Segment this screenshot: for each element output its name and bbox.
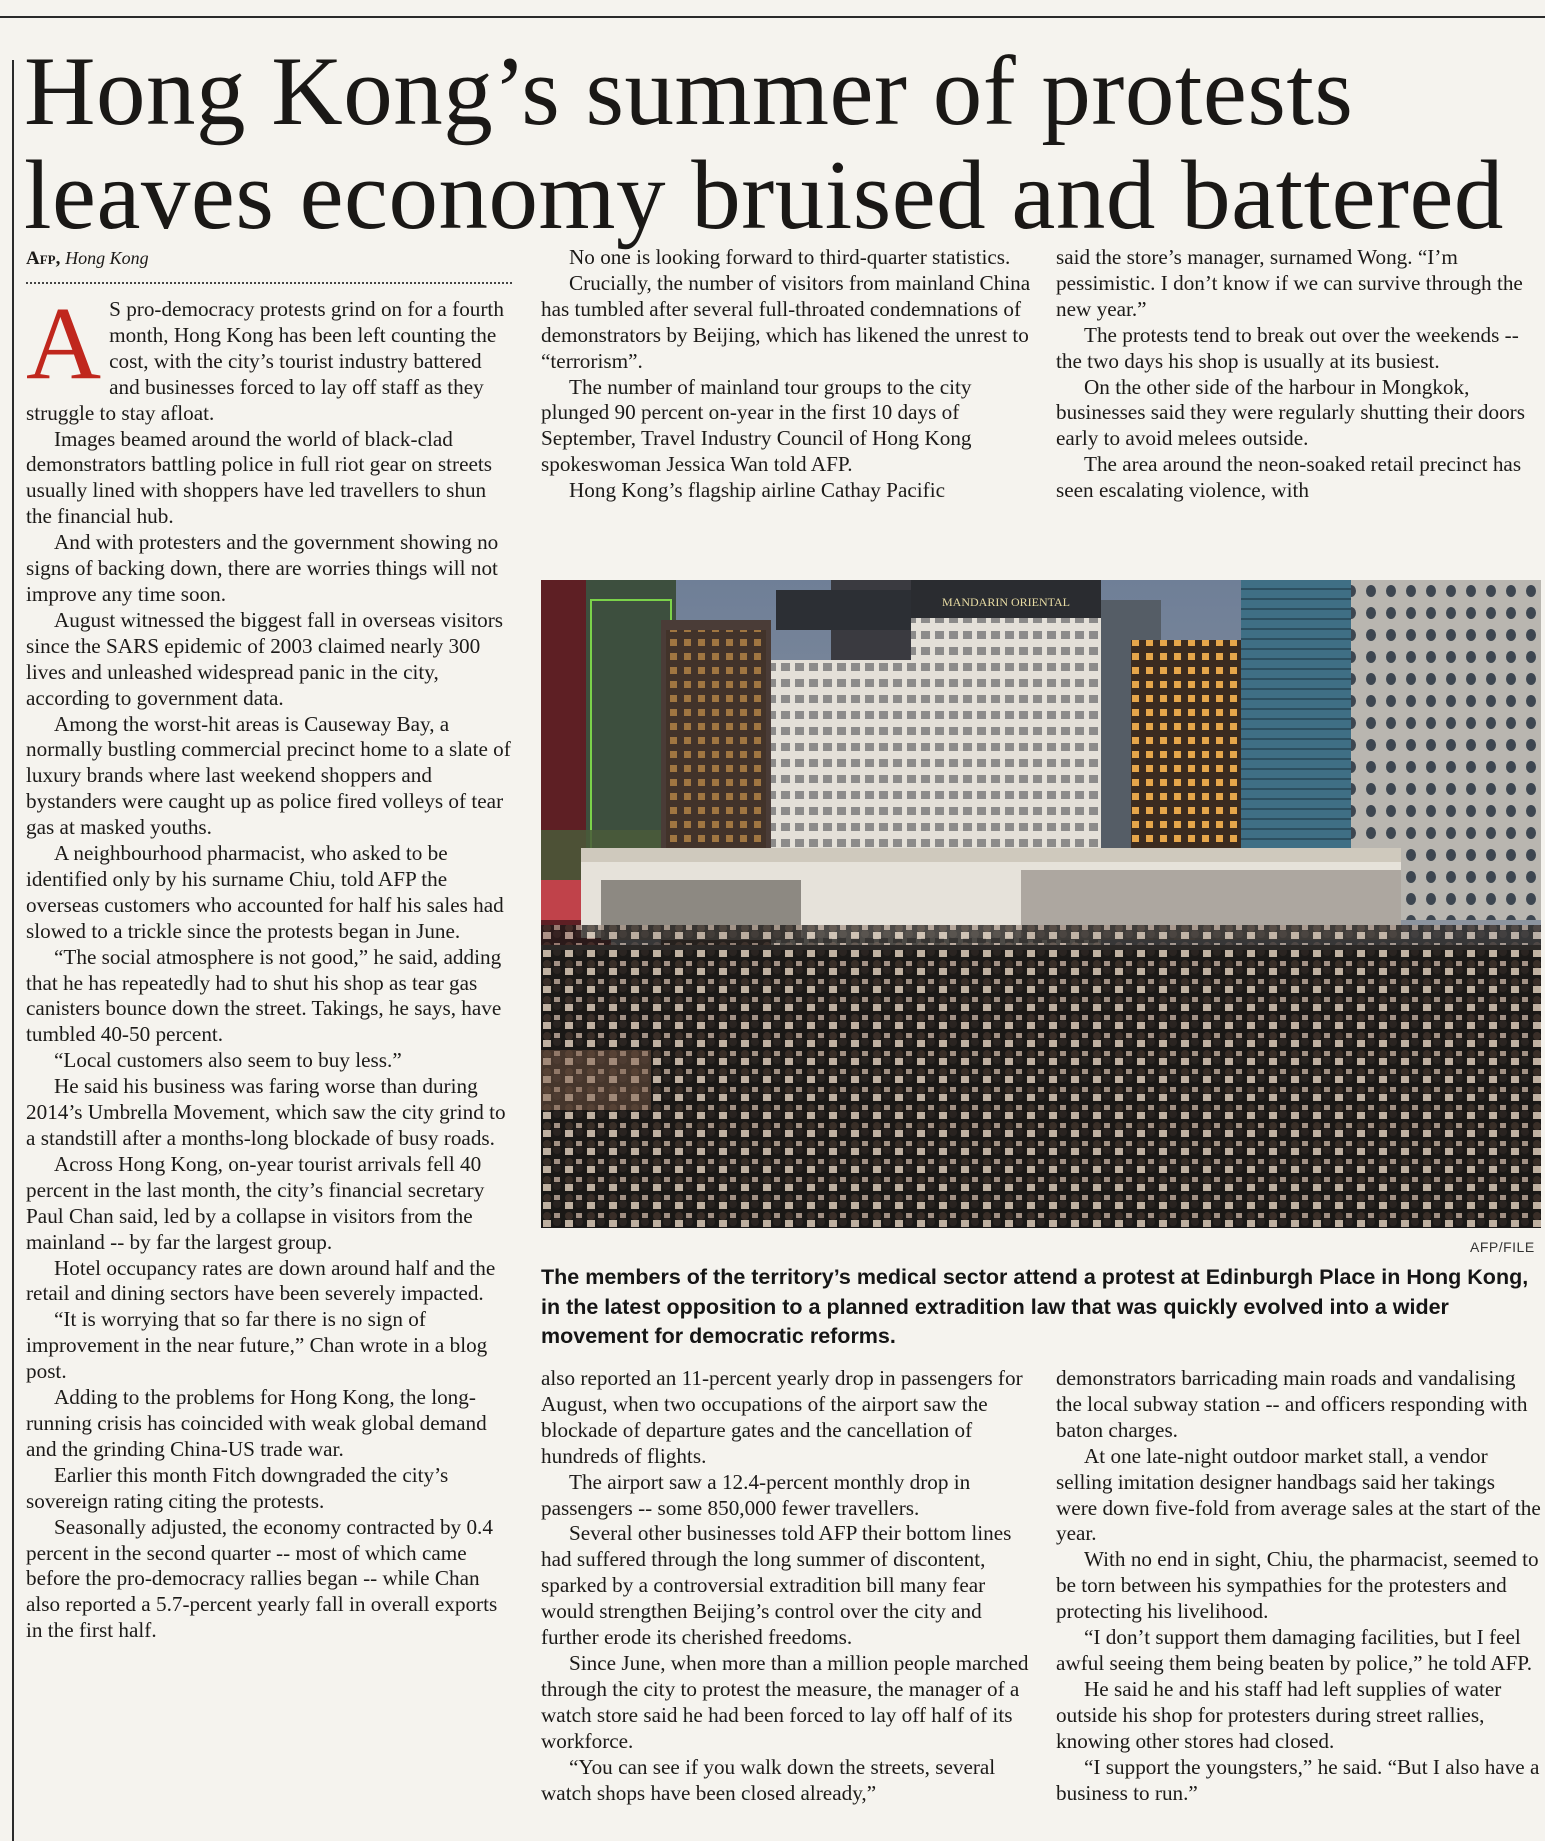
photo-caption: The members of the territory’s medical sector attend a protest at Edinburgh Place in Hong Kong, in the latest opposition to a planned extradition law that was quickly evolved into a wider movement for democratic reforms. (541, 1265, 1529, 1348)
paragraph: demonstrators barricading main roads and vandalising the local subway station -- and officers responding with baton charges. (1056, 1366, 1528, 1442)
paragraph: Hotel occupancy rates are down around half and the retail and dining sectors have been severely impacted. (26, 1255, 496, 1306)
paragraph: The airport saw a 12.4-percent monthly drop in passengers -- some 850,000 fewer travellers. (541, 1469, 971, 1520)
paragraph: Across Hong Kong, on-year tourist arrivals fell 40 percent in the last month, the city’s financial secretary Paul Chan said, led by a collapse in visitors from the mainland -- by far the largest group. (26, 1151, 485, 1254)
top-rule (0, 16, 1545, 18)
paragraph: August witnessed the biggest fall in overseas visitors since the SARS epidemic of 2003 claimed nearly 300 lives and unleashed widespread panic in the city, according to government data. (26, 607, 503, 710)
paragraph: At one late-night outdoor market stall, a vendor selling imitation designer handbags said her takings were down five-fold from average sales at the start of the year. (1056, 1443, 1541, 1546)
hotel-sign: MANDARIN ORIENTAL (941, 595, 1071, 609)
protest-photo (541, 580, 1541, 1228)
headline-line-2: leaves economy bruised and battered (24, 141, 1504, 250)
article-column-5 (1056, 1366, 1541, 1806)
paragraph: He said he and his staff had left supplies of water outside his shop for protesters during street rallies, knowing other stores had closed. (1056, 1676, 1502, 1753)
paragraph: said the store’s manager, surnamed Wong. “I’m pessimistic. I don’t know if we can survive through the new year.” (1056, 245, 1523, 321)
paragraph: The protests tend to break out over the weekends -- the two days his shop is usually at its busiest. (1056, 322, 1519, 373)
paragraph: On the other side of the harbour in Mongkok, businesses said they were regularly shutting their doors early to avoid melees outside. (1056, 374, 1525, 451)
headline-line-1: Hong Kong’s summer of protests (24, 37, 1354, 146)
paragraph: And with protesters and the government showing no signs of backing down, there are worries things will not improve any time soon. (26, 530, 499, 606)
paragraph: He said his business was faring worse than during 2014’s Umbrella Movement, which saw the city grind to a standstill after a months-long blockade of busy roads. (26, 1074, 506, 1150)
article-column-3 (1056, 245, 1541, 504)
paragraph: Adding to the problems for Hong Kong, the long-running crisis has coincided with weak global demand and the grinding China-US trade war. (26, 1385, 487, 1461)
paragraph: Seasonally adjusted, the economy contracted by 0.4 percent in the second quarter -- most of which came before the pro-democracy rallies began -- while Chan also reported a 5.7-percent yearly fall in overall exports in the first half. (26, 1514, 498, 1643)
paragraph: No one is looking forward to third-quarter statistics. (569, 245, 1011, 269)
article-column-2 (541, 245, 1031, 504)
paragraph: “Local customers also seem to buy less.” (54, 1048, 402, 1073)
paragraph: Several other businesses told AFP their bottom lines had suffered through the long summer of discontent, sparked by a controversial extradition bill many fear would strengthen Beijing’s control over the city and further erode its cherished freedoms. (541, 1521, 1012, 1650)
headline (24, 37, 1539, 250)
paragraph: also reported an 11-percent yearly drop in passengers for August, when two occupations of the airport saw the blockade of departure gates and the cancellation of hundreds of flights. (541, 1366, 1023, 1468)
left-rule (12, 60, 14, 1841)
paragraph: The area around the neon-soaked retail precinct has seen escalating violence, with (1056, 452, 1522, 503)
byline-dotted-rule (26, 282, 512, 284)
paragraph: “I support the youngsters,” he said. “But I also have a business to run.” (1056, 1754, 1540, 1805)
byline-agency: Afp, (26, 248, 61, 269)
paragraph: S pro-democracy protests grind on for a fourth month, Hong Kong has been left counting the cost, with the city’s tourist industry battered and businesses forced to lay off staff as they struggle to stay afloat. (26, 297, 504, 425)
drop-cap: A (26, 286, 102, 401)
article-column-4 (541, 1366, 1031, 1806)
paragraph: A neighbourhood pharmacist, who asked to be identified only by his surname Chiu, told AFP the overseas customers who accounted for half his sales had slowed to a trickle since the protests began in June. (26, 841, 504, 943)
paragraph: With no end in sight, Chiu, the pharmacist, seemed to be torn between his sympathies for the protesters and protecting his livelihood. (1056, 1547, 1539, 1624)
paragraph: The number of mainland tour groups to the city plunged 90 percent on-year in the first 10 days of September, Travel Industry Council of Hong Kong spokeswoman Jessica Wan told AFP. (541, 374, 972, 477)
paragraph: Among the worst-hit areas is Causeway Bay, a normally bustling commercial precinct home to a slate of luxury brands where last weekend shoppers and bystanders were caught up as police fired volleys of tear gas at masked youths. (26, 711, 511, 840)
paragraph: “The social atmosphere is not good,” he said, adding that he has repeatedly had to shut his shop as tear gas canisters bounce down the street. Takings, he says, have tumbled 40-50 percent. (26, 944, 502, 1047)
byline-place: Hong Kong (65, 248, 149, 268)
paragraph: “You can see if you walk down the streets, several watch shops have been closed already,” (541, 1754, 996, 1805)
photo-credit: AFP/FILE (1470, 1239, 1535, 1255)
paragraph: Since June, when more than a million people marched through the city to protest the measure, the manager of a watch store said he had been forced to lay off half of its workforce. (541, 1650, 1029, 1753)
paragraph: Images beamed around the world of black-clad demonstrators battling police in full riot gear on streets usually lined with shoppers have led travellers to shun the financial hub. (26, 426, 493, 529)
paragraph: Earlier this month Fitch downgraded the city’s sovereign rating citing the protests. (26, 1462, 449, 1513)
paragraph: “I don’t support them damaging facilities, but I feel awful seeing them being beaten by police,” he told AFP. (1056, 1625, 1533, 1675)
paragraph: “It is worrying that so far there is no sign of improvement in the near future,” Chan wrote in a blog post. (26, 1307, 488, 1384)
byline (26, 248, 149, 270)
paragraph: Hong Kong’s flagship airline Cathay Pacific (569, 478, 945, 503)
paragraph: Crucially, the number of visitors from mainland China has tumbled after several full-throated condemnations of demonstrators by Beijing, which has likened the unrest to “terrorism”. (541, 270, 1031, 373)
article-column-1 (26, 286, 516, 1644)
